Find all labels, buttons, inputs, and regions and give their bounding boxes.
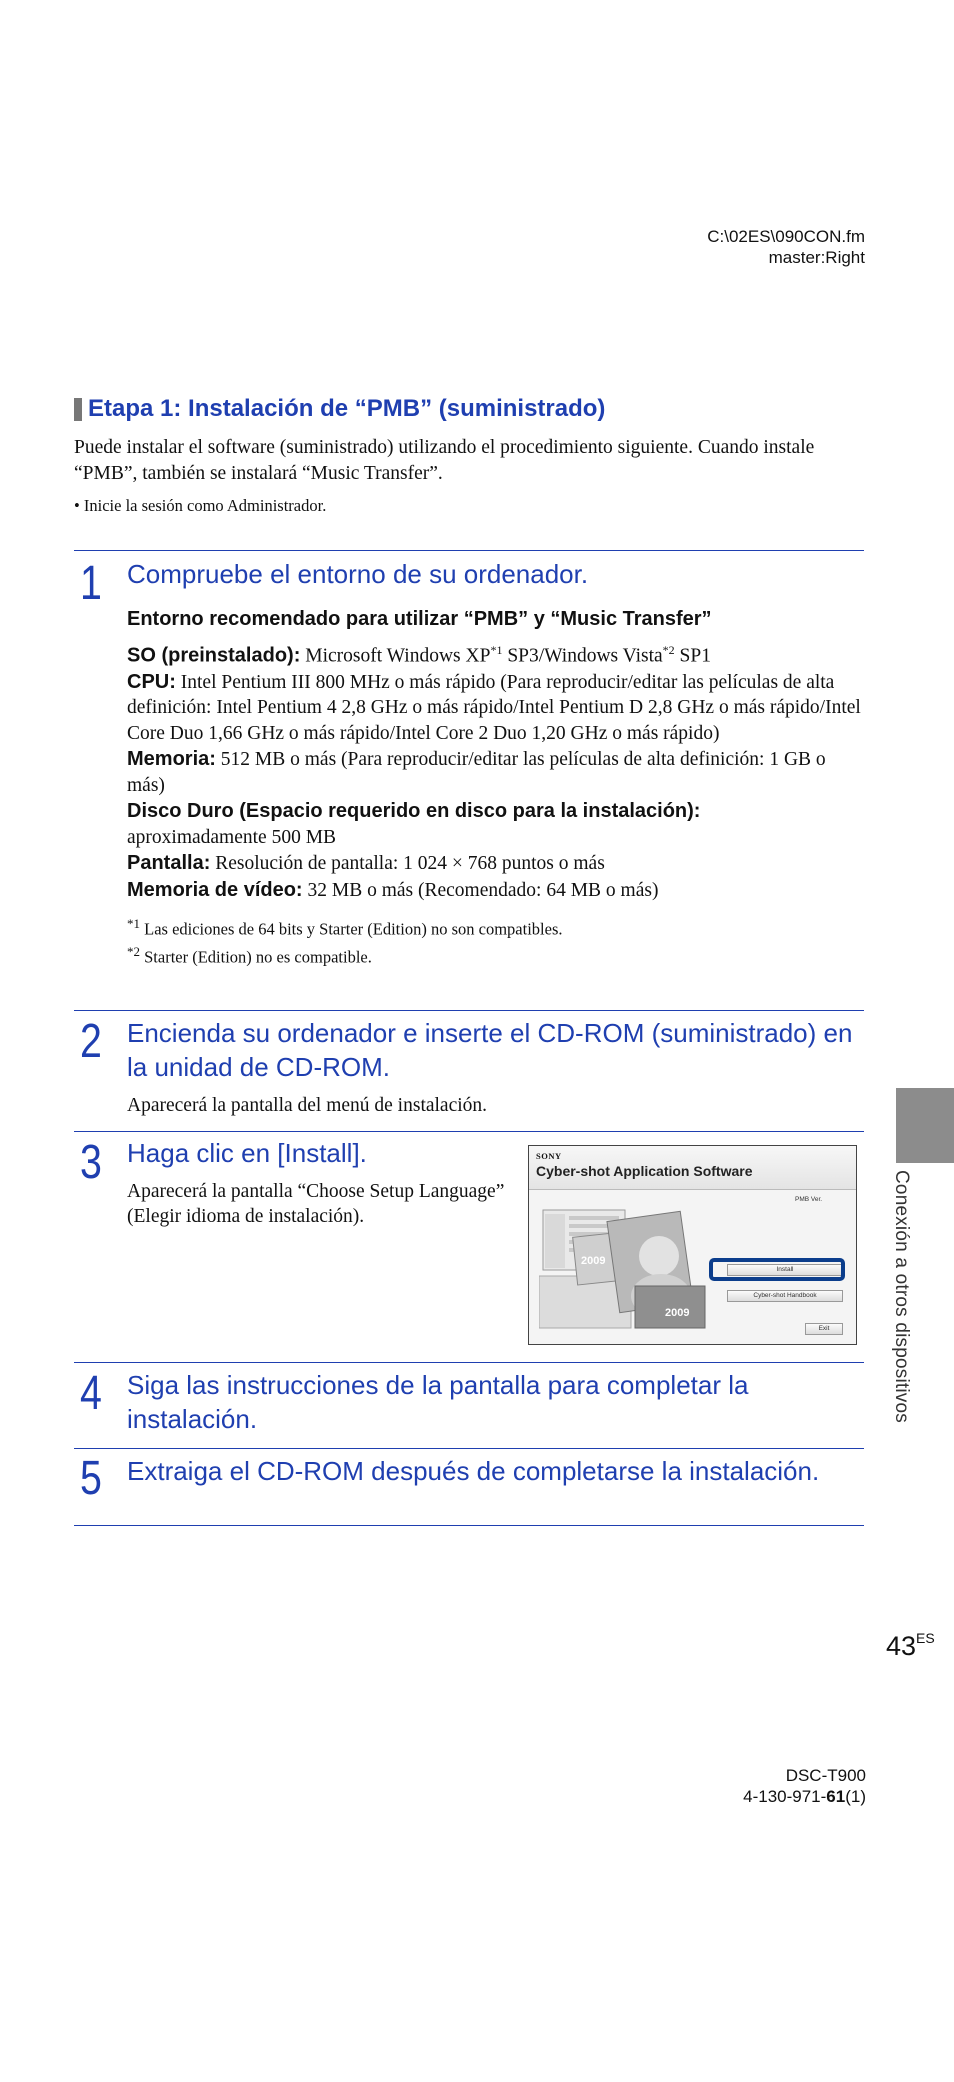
step-body-3: Aparecerá la pantalla “Choose Setup Language” (Elegir idioma de instalación). [127,1181,505,1227]
page-number-value: 43 [886,1631,917,1661]
footnotes [127,913,867,968]
step-title-4: Siga las instrucciones de la pantalla para completar la instalación. [127,1370,749,1434]
admin-note: • Inicie la sesión como Administrador. [74,496,327,515]
os-label: SO (preinstalado): [127,644,301,666]
os-value-c: SP1 [674,645,711,666]
handbook-button[interactable]: Cyber-shot Handbook [727,1290,843,1302]
os-value-a: Microsoft Windows XP [305,645,491,666]
req-video [127,878,867,904]
req-memory [127,747,867,798]
code-suffix: (1) [845,1787,866,1806]
install-button[interactable]: Install [727,1264,843,1276]
divider [74,1525,864,1526]
divider [74,1010,864,1011]
memory-label: Memoria: [127,748,216,770]
divider [74,1362,864,1363]
requirements [127,607,867,968]
step-number-5: 5 [80,1452,102,1505]
step-number-1: 1 [80,557,102,610]
version-label: PMB Ver. [795,1196,823,1203]
intro [74,435,864,519]
page-number-suffix: ES [916,1630,935,1646]
model-name: DSC-T900 [785,1766,866,1785]
memory-value: 512 MB o más (Para reproducir/editar las películas de alta definición: 1 GB o más) [127,749,826,796]
file-path: C:\02ES\090CON.fm [707,227,865,246]
req-cpu [127,670,867,747]
footnote-1 [127,913,867,941]
step-title-5: Extraiga el CD-ROM después de completarse la instalación. [127,1456,820,1486]
intro-text: Puede instalar el software (suministrado) utilizando el procedimiento siguiente. Cuando instale “PMB”, también se instalará “Music Transfer”. [74,437,815,484]
installer-title: Cyber-shot Application Software [536,1163,753,1179]
footnote-1-text: Las ediciones de 64 bits y Starter (Edition) no son compatibles. [140,919,563,939]
step-body-2: Aparecerá la pantalla del menú de instalación. [127,1095,488,1116]
video-label: Memoria de vídeo: [127,878,303,901]
side-tab [896,1088,954,1163]
step-title-1: Compruebe el entorno de su ordenador. [127,559,589,589]
video-value: 32 MB o más (Recomendado: 64 MB o más) [307,879,659,901]
display-value: Resolución de pantalla: 1 024 × 768 puntos o más [215,853,605,874]
req-display [127,851,867,877]
cpu-label: CPU: [127,670,176,693]
divider [74,1131,864,1132]
step-title-3: Haga clic en [Install]. [127,1138,367,1168]
os-footnote-ref-2: *2 [662,642,675,657]
exit-button[interactable]: Exit [805,1323,843,1335]
req-os [127,638,867,669]
section-marker [74,398,82,421]
install-highlight [709,1258,845,1281]
disk-label: Disco Duro (Espacio requerido en disco para la instalación): [127,800,701,822]
footnote-2 [127,941,867,969]
step-number-4: 4 [80,1367,102,1420]
brand-logo: SONY [536,1151,562,1161]
footnote-2-mark: *2 [127,943,140,959]
step-number-2: 2 [80,1015,102,1068]
footer [743,1765,866,1807]
file-header [707,226,865,268]
os-footnote-ref-1: *1 [490,642,503,657]
footnote-2-text: Starter (Edition) no es compatible. [140,947,372,966]
page-number [886,1630,935,1662]
photo-label-1: 2009 [581,1255,606,1267]
installer-screenshot [528,1145,857,1345]
code-bold: 61 [826,1787,846,1806]
photo-collage [539,1206,734,1331]
step-title-2: Encienda su ordenador e inserte el CD-ROM (suministrado) en la unidad de CD-ROM. [127,1018,853,1082]
os-value-b: SP3/Windows Vista [502,645,663,666]
document-code [743,1786,866,1807]
photo-label-2: 2009 [665,1307,690,1319]
side-tab-label: Conexión a otros dispositivos [891,1170,912,1423]
cpu-value: Intel Pentium III 800 MHz o más rápido (Para reproducir/editar las películas de alta definición: Intel Pentium 4 2,8 GHz o más rápido/Intel Pentium D 2,8 GHz o más rápido/Intel Core Duo 1,66 GHz o más rápido/Intel Core 2 Duo 1,20 GHz o más rápido) [127,671,861,744]
divider [74,550,864,551]
section-title [74,395,605,423]
req-disk [127,799,867,850]
requirements-heading: Entorno recomendado para utilizar “PMB” y “Music Transfer” [127,608,712,630]
master-page: master:Right [768,248,865,267]
display-label: Pantalla: [127,852,211,874]
code-prefix: 4-130-971- [743,1787,827,1806]
installer-header [529,1146,856,1190]
footnote-1-mark: *1 [127,916,140,931]
step-number-3: 3 [80,1136,102,1189]
disk-value: aproximadamente 500 MB [127,826,337,848]
section-title-text: Etapa 1: Instalación de “PMB” (suministrado) [88,395,606,422]
divider [74,1448,864,1449]
